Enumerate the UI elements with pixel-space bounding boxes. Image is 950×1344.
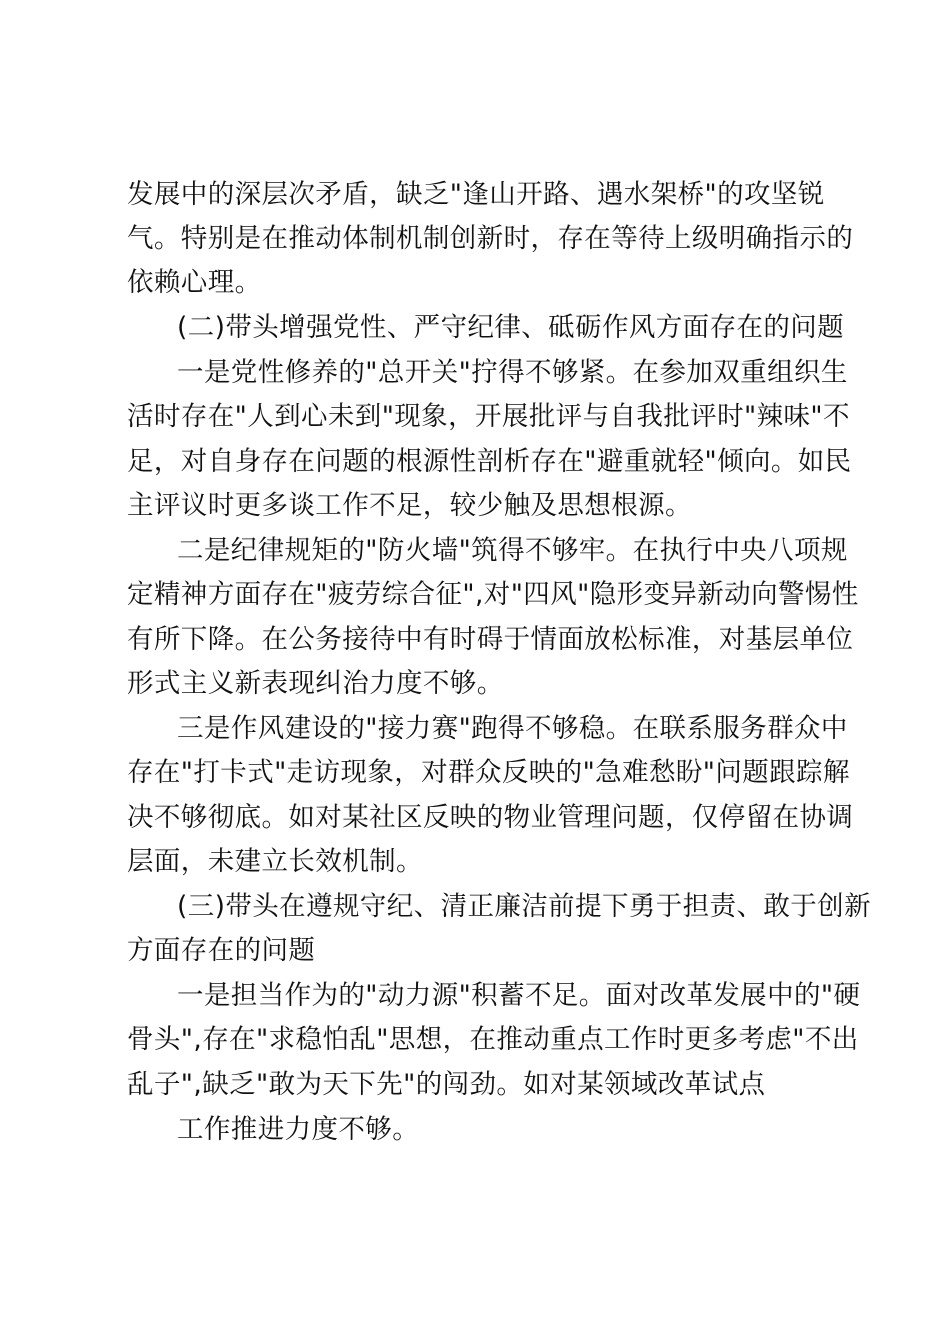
text-line: 定精神方面存在"疲劳综合征",对"四风"隐形变异新动向警惕性 — [127, 579, 859, 610]
section-heading-3-cont: 方面存在的问题 — [127, 935, 316, 966]
text-line: 气。特别是在推动体制机制创新时，存在等待上级明确指示的 — [127, 223, 854, 254]
text-line: 足，对自身存在问题的根源性剖析存在"避重就轻"倾向。如民 — [127, 446, 852, 477]
text-line: 工作推进力度不够。 — [177, 1114, 420, 1145]
text-line: 层面，未建立长效机制。 — [127, 846, 423, 877]
text-line: 主评议时更多谈工作不足，较少触及思想根源。 — [127, 490, 692, 521]
text-line: 一是党性修养的"总开关"拧得不够紧。在参加双重组织生 — [177, 357, 848, 388]
text-line: 三是作风建设的"接力赛"跑得不够稳。在联系服务群众中 — [177, 713, 848, 744]
text-line: 发展中的深层次矛盾，缺乏"逢山开路、遇水架桥"的攻坚锐 — [127, 179, 825, 210]
text-line: 乱子",缺乏"敢为天下先"的闯劲。如对某领域改革试点 — [127, 1069, 766, 1100]
text-line: 存在"打卡式"走访现象，对群众反映的"急难愁盼"问题跟踪解 — [127, 757, 850, 788]
text-line: 形式主义新表现纠治力度不够。 — [127, 668, 504, 699]
section-heading-3: (三)带头在遵规守纪、清正廉洁前提下勇于担责、敢于创新 — [177, 891, 871, 922]
text-line: 骨头",存在"求稳怕乱"思想，在推动重点工作时更多考虑"不出 — [127, 1024, 859, 1055]
text-line: 依赖心理。 — [127, 267, 262, 298]
section-heading-2: (二)带头增强党性、严守纪律、砥砺作风方面存在的问题 — [177, 312, 845, 343]
text-line: 有所下降。在公务接待中有时碍于情面放松标准，对基层单位 — [127, 624, 854, 655]
text-line: 二是纪律规矩的"防火墙"筑得不够牢。在执行中央八项规 — [177, 535, 848, 566]
text-line: 决不够彻底。如对某社区反映的物业管理问题，仅停留在协调 — [127, 802, 854, 833]
text-line: 活时存在"人到心未到"现象，开展批评与自我批评时"辣味"不 — [127, 401, 850, 432]
text-line: 一是担当作为的"动力源"积蓄不足。面对改革发展中的"硬 — [177, 980, 861, 1011]
